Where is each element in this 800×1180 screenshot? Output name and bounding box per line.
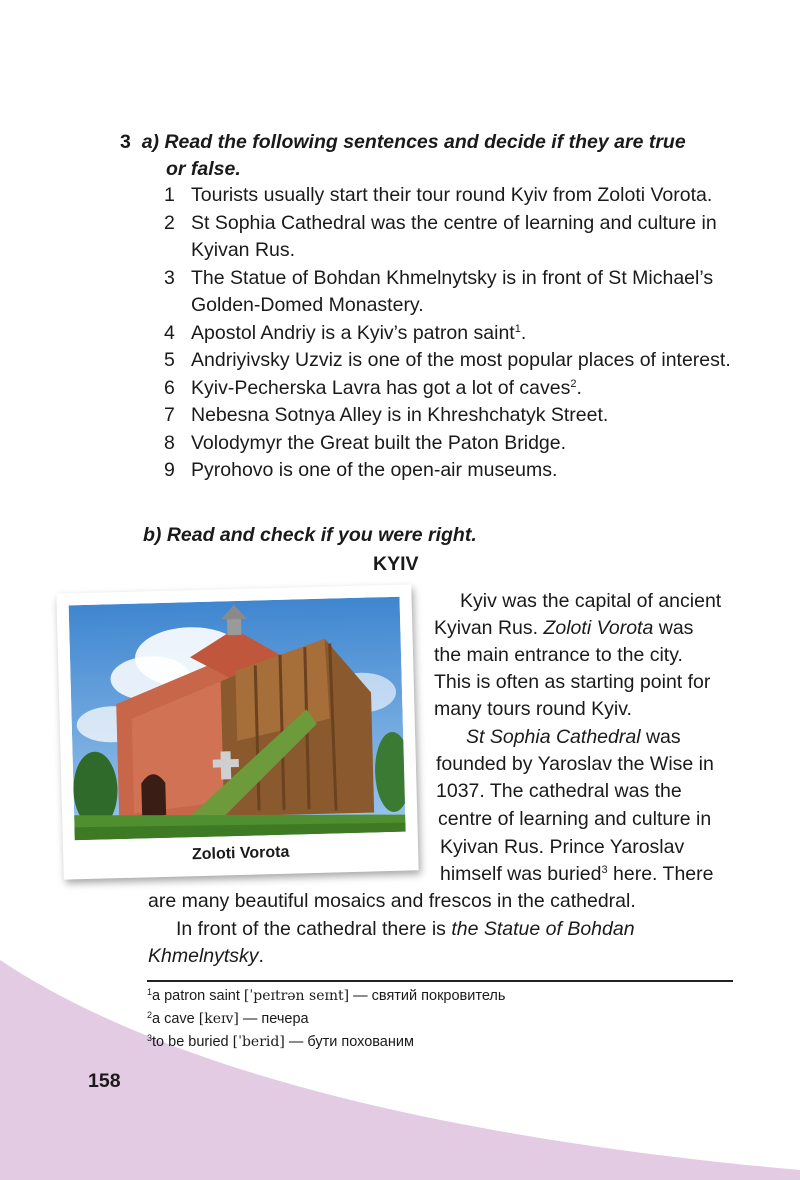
sentence-item: 2 St Sophia Cathedral was the centre of learning and culture in Kyivan Rus. [164,211,717,261]
exercise-a-heading: 3 a) Read the following sentences and decide if they are true [120,131,686,153]
sentence-item: 8 Volodymyr the Great built the Paton Bridge. [164,431,567,454]
article-line: 1037. The cathedral was the [436,780,682,802]
true-false-sentences [164,182,764,485]
exercise-b-heading: b) Read and check if you were right. [143,524,477,546]
footnote: $^3$to be buried [ˈberid] — бути похованим [147,1033,414,1050]
article-line: are many beautiful mosaics and frescos in the cathedral. [148,890,636,912]
photo-caption: Zoloti Vorota [191,843,290,864]
article-line: This is often as starting point for [434,671,711,693]
article-line: Kyiv was the capital of ancient [460,590,722,612]
article-title: KYIV [373,553,419,575]
page-number: 158 [88,1070,121,1092]
zoloti-vorota-photo [69,597,406,841]
footnote: $^1$a patron saint [ˈpeɪtrən seɪnt] — святий покровитель [147,987,506,1004]
article-line: centre of learning and culture in [438,808,712,830]
article-line: St Sophia Cathedral was [466,726,681,748]
sentence-item: 7 Nebesna Sotnya Alley is in Khreshchatyk Street. [164,404,609,426]
article-line: many tours round Kyiv. [434,698,632,720]
sentence-item: 6 Kyiv-Pecherska Lavra has got a lot of caves$^2$. [164,376,582,399]
sentence-item: 9 Pyrohovo is one of the open-air museums. [164,459,558,481]
footnote-ref: 1 [514,322,521,335]
sentence-item: 3 The Statue of Bohdan Khmelnytsky is in front of St Michael’s Golden-Domed Monastery. [164,266,714,316]
footnote-ref: 2 [570,377,577,390]
article-line: the main entrance to the city. [434,644,683,666]
exercise-a-heading-cont: or false. [166,158,241,180]
sentence-item: 1 Tourists usually start their tour round Kyiv from Zoloti Vorota. [164,184,713,206]
photo-card [56,584,418,879]
article-line: himself was buried$^3$ here. There [440,863,714,885]
article-line: founded by Yaroslav the Wise in [436,753,714,775]
article-line: In front of the cathedral there is the Statue of Bohdan [176,918,635,940]
sentence-item: 4 Apostol Andriy is a Kyiv’s patron saint$^1$. [164,321,527,344]
footnote-divider [147,980,733,982]
article-line: Kyivan Rus. Zoloti Vorota was [434,617,694,639]
sentence-item: 5 Andriyivsky Uzviz is one of the most popular places of interest. [164,349,731,371]
footnote: $^2$a cave [keɪv] — печера [147,1010,309,1027]
article-line: Kyivan Rus. Prince Yaroslav [440,836,685,858]
article-line: Khmelnytsky. [148,945,264,967]
